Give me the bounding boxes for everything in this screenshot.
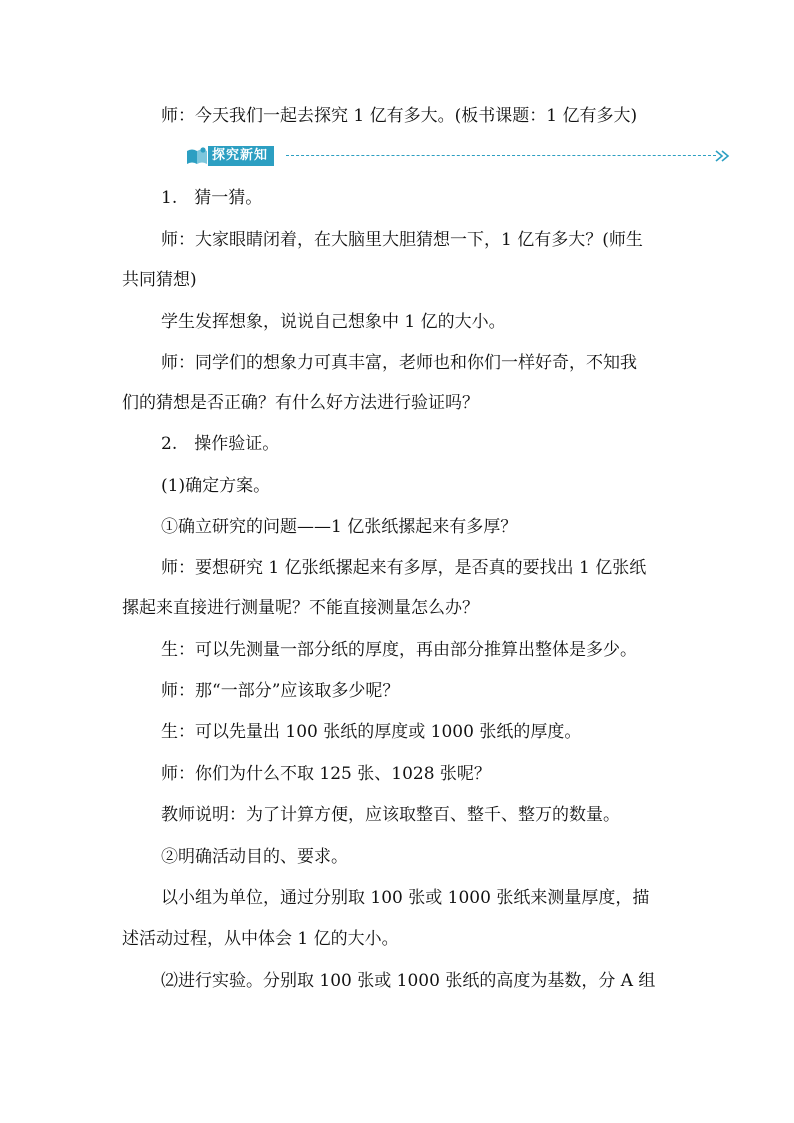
student-part-line: 生：可以先测量一部分纸的厚度，再由部分推算出整体是多少。: [161, 640, 637, 660]
step-2-heading: 2. 操作验证。: [161, 434, 280, 454]
experiment-line: ⑵进行实验。分别取 100 张或 1000 张纸的高度为基数，分 A 组: [161, 971, 656, 991]
double-chevron-right-icon: [714, 148, 732, 164]
student-imagine-line: 学生发挥想象，说说自己想象中 1 亿的大小。: [161, 312, 506, 332]
section-banner-label: 探究新知: [208, 146, 274, 166]
teacher-measure-line-cont: 摞起来直接进行测量呢？不能直接测量怎么办？: [122, 598, 479, 618]
group-activity-line-cont: 述活动过程，从中体会 1 亿的大小。: [122, 929, 399, 949]
book-icon: [186, 147, 208, 165]
student-100-line: 生：可以先量出 100 张纸的厚度或 1000 张纸的厚度。: [161, 722, 582, 742]
teacher-curious-line-cont: 们的猜想是否正确？有什么好方法进行验证吗？: [122, 393, 479, 413]
section-banner: [186, 145, 646, 167]
teacher-explain-line: 教师说明：为了计算方便，应该取整百、整千、整万的数量。: [161, 805, 620, 825]
substep-1-heading: (1)确定方案。: [161, 476, 271, 496]
teacher-guess-line-cont: 共同猜想): [122, 270, 197, 290]
activity-goal-heading: ②明确活动目的、要求。: [161, 847, 348, 867]
step-1-heading: 1. 猜一猜。: [161, 188, 263, 208]
teacher-measure-line: 师：要想研究 1 亿张纸摞起来有多厚，是否真的要找出 1 亿张纸: [161, 558, 647, 578]
teacher-part-question-line: 师：那“一部分”应该取多少呢？: [161, 681, 400, 701]
banner-divider: [286, 155, 716, 156]
teacher-intro-line: 师：今天我们一起去探究 1 亿有多大。(板书课题：1 亿有多大): [161, 106, 638, 126]
group-activity-line: 以小组为单位，通过分别取 100 张或 1000 张纸来测量厚度，描: [161, 888, 650, 908]
teacher-guess-line: 师：大家眼睛闭着，在大脑里大胆猜想一下，1 亿有多大？(师生: [161, 230, 643, 250]
research-question-line: ①确立研究的问题——1 亿张纸摞起来有多厚？: [161, 517, 518, 537]
teacher-curious-line: 师：同学们的想象力可真丰富，老师也和你们一样好奇，不知我: [161, 353, 637, 373]
teacher-why-line: 师：你们为什么不取 125 张、1028 张呢？: [161, 764, 491, 784]
